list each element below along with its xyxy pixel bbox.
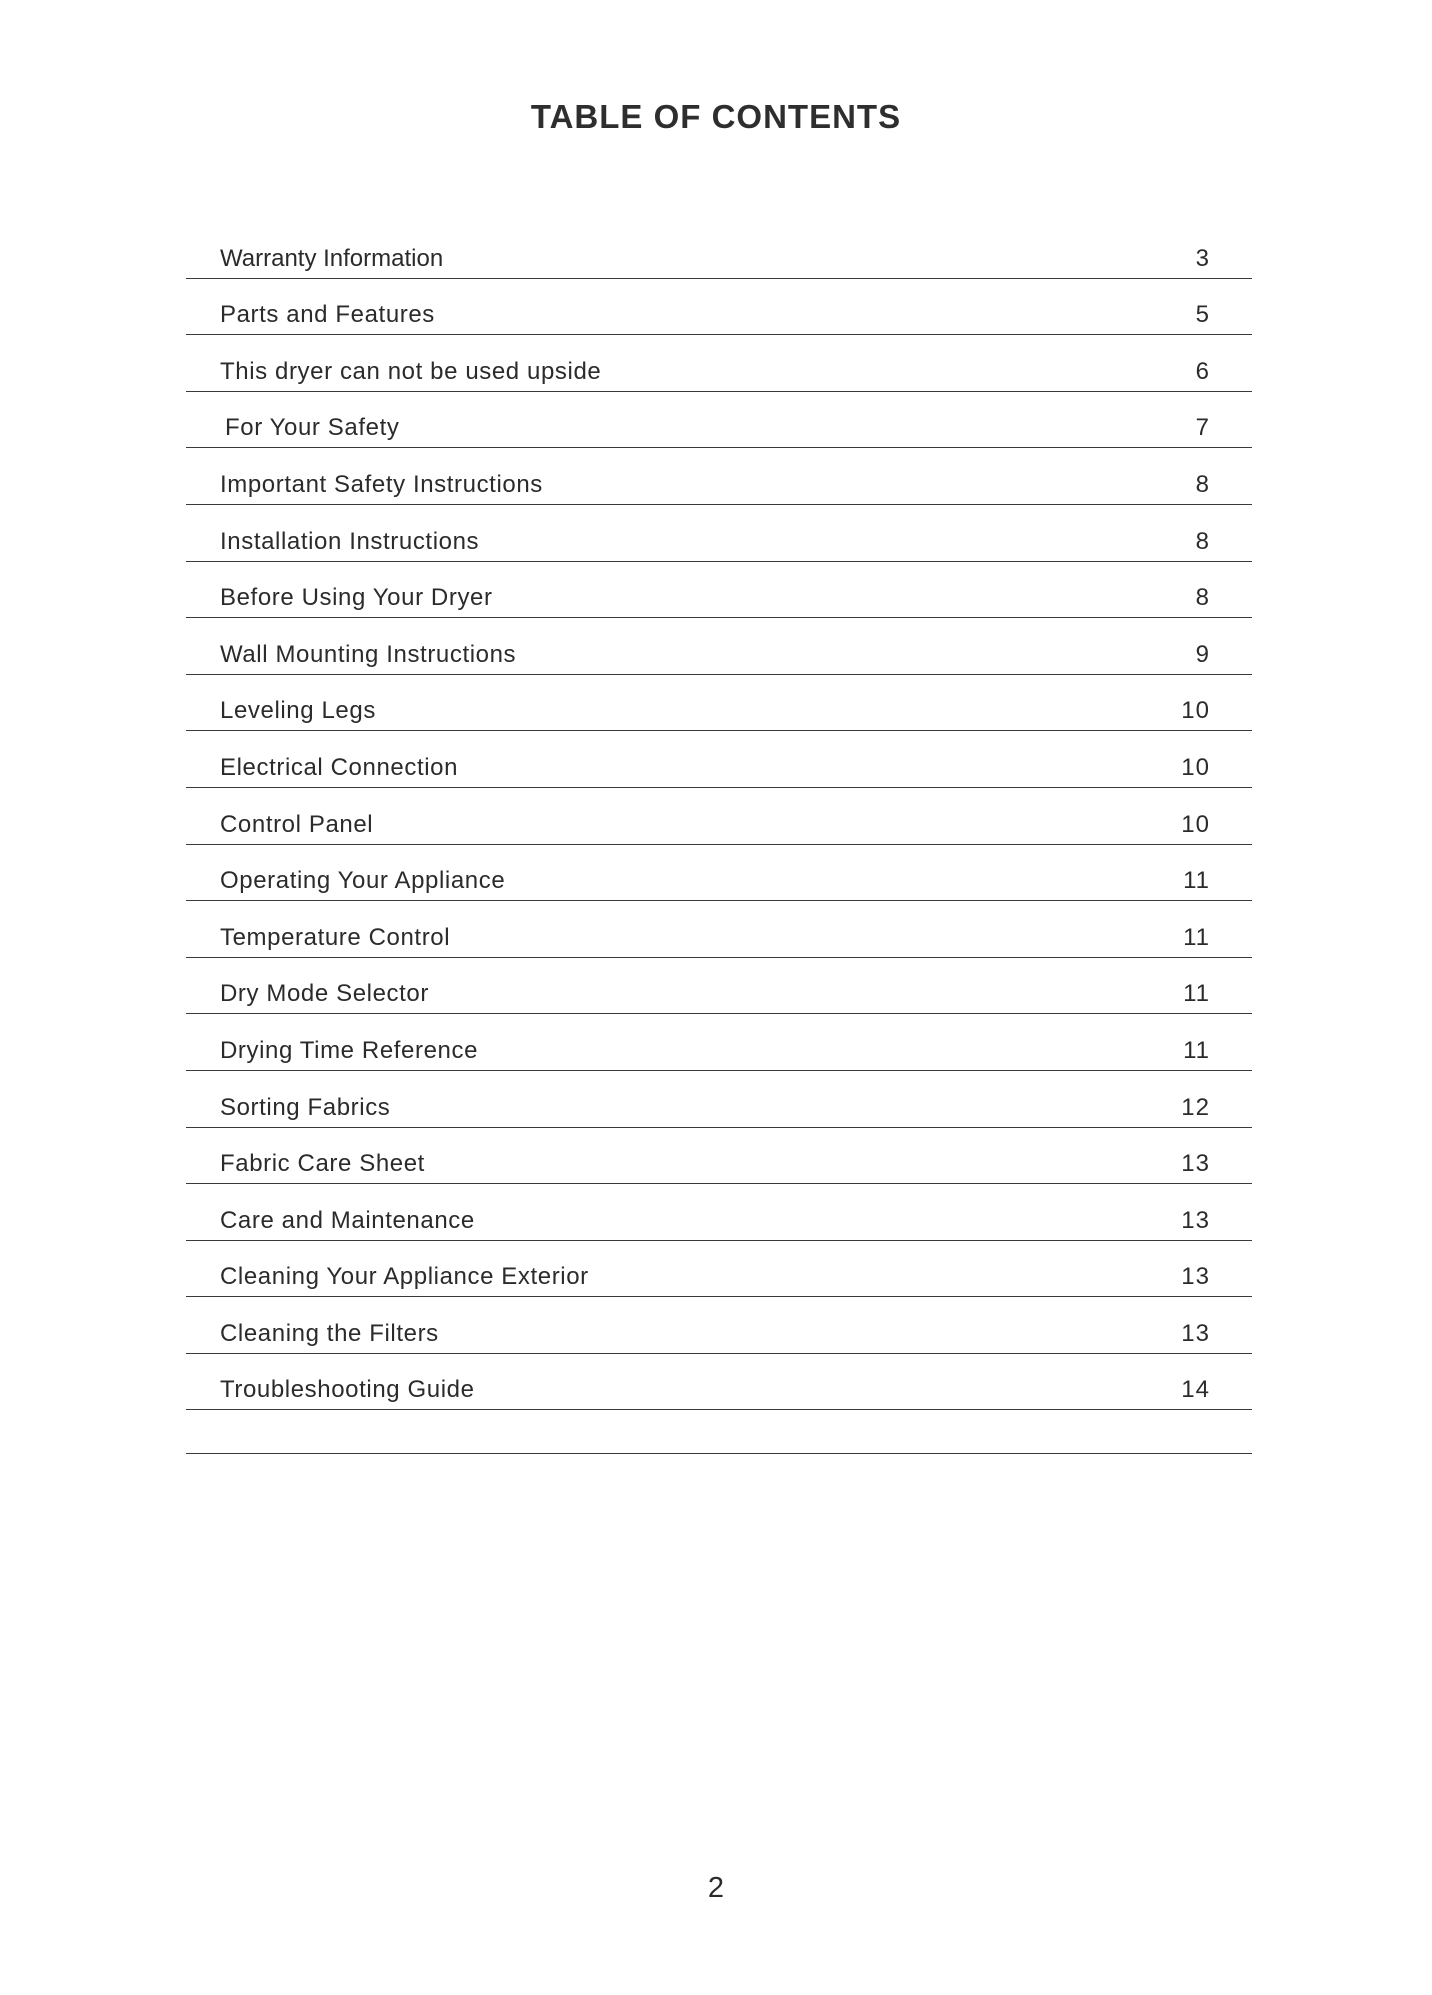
toc-entry-page: 10: [1181, 810, 1210, 838]
toc-entry-important-safety-instructions[interactable]: [186, 448, 1252, 505]
toc-entry-label: Important Safety Instructions: [220, 470, 543, 498]
toc-entry-page: 8: [1195, 470, 1210, 498]
toc-entry-page: 13: [1181, 1319, 1210, 1347]
toc-entry-cleaning-appliance-exterior[interactable]: [186, 1241, 1252, 1298]
toc-entry-label: Operating Your Appliance: [220, 867, 506, 895]
toc-entry-leveling-legs[interactable]: [186, 675, 1252, 732]
toc-entry-page: 11: [1183, 980, 1210, 1008]
toc-entry-label: Electrical Connection: [220, 753, 459, 781]
toc-entry-temperature-control[interactable]: [186, 901, 1252, 958]
toc-entry-care-and-maintenance[interactable]: [186, 1184, 1252, 1241]
toc-entry-parts-and-features[interactable]: [186, 279, 1252, 336]
toc-entry-page: 12: [1181, 1093, 1210, 1121]
toc-entry-page: 7: [1195, 414, 1210, 442]
toc-entry-page: 9: [1195, 640, 1210, 668]
page-number: 2: [707, 1872, 725, 1904]
toc-entry-for-your-safety[interactable]: [186, 392, 1252, 449]
toc-entry-label: This dryer can not be used upside: [220, 357, 602, 385]
toc-entry-page: 11: [1183, 923, 1210, 951]
toc-entry-troubleshooting-guide[interactable]: [186, 1354, 1252, 1411]
toc-entry-label: Parts and Features: [220, 301, 435, 329]
toc-entry-cleaning-the-filters[interactable]: [186, 1297, 1252, 1354]
toc-entry-installation-instructions[interactable]: [186, 505, 1252, 562]
toc-entry-page: 11: [1183, 1036, 1210, 1064]
toc-entry-label: Troubleshooting Guide: [220, 1376, 475, 1404]
toc-entry-control-panel[interactable]: [186, 788, 1252, 845]
toc-entry-page: 13: [1181, 1263, 1210, 1291]
toc-entry-page: 10: [1181, 753, 1210, 781]
toc-entry-before-using-your-dryer[interactable]: [186, 562, 1252, 619]
toc-entry-page: 11: [1183, 867, 1210, 895]
toc-entry-label: Drying Time Reference: [220, 1036, 479, 1064]
toc-entry-electrical-connection[interactable]: [186, 731, 1252, 788]
toc-entry-sorting-fabrics[interactable]: [186, 1071, 1252, 1128]
toc-entry-label: Control Panel: [220, 810, 374, 838]
toc-entry-drying-time-reference[interactable]: [186, 1014, 1252, 1071]
toc-entry-page: 10: [1181, 697, 1210, 725]
toc-entry-warranty-information[interactable]: [186, 222, 1252, 279]
divider: [186, 1453, 1252, 1454]
toc-entry-label: Installation Instructions: [220, 527, 480, 555]
toc-entry-page: 6: [1195, 357, 1210, 385]
table-of-contents: [186, 222, 1252, 1410]
toc-entry-page: 8: [1195, 527, 1210, 555]
toc-entry-label: Before Using Your Dryer: [220, 584, 493, 612]
toc-entry-label: Leveling Legs: [220, 697, 376, 725]
toc-entry-label: Care and Maintenance: [220, 1206, 475, 1234]
toc-entry-page: 14: [1181, 1376, 1210, 1404]
toc-entry-upside-use[interactable]: [186, 335, 1252, 392]
toc-entry-page: 5: [1195, 301, 1210, 329]
toc-entry-label: Warranty Information: [220, 244, 444, 272]
toc-entry-page: 8: [1195, 584, 1210, 612]
toc-entry-label: Dry Mode Selector: [220, 980, 429, 1008]
toc-entry-page: 3: [1195, 244, 1210, 272]
toc-entry-label: Wall Mounting Instructions: [220, 640, 517, 668]
toc-entry-label: Sorting Fabrics: [220, 1093, 391, 1121]
toc-entry-label: Cleaning Your Appliance Exterior: [220, 1263, 589, 1291]
toc-entry-fabric-care-sheet[interactable]: [186, 1128, 1252, 1185]
toc-entry-label: For Your Safety: [225, 414, 400, 442]
toc-entry-page: 13: [1181, 1206, 1210, 1234]
toc-entry-wall-mounting-instructions[interactable]: [186, 618, 1252, 675]
toc-entry-label: Cleaning the Filters: [220, 1319, 439, 1347]
toc-entry-dry-mode-selector[interactable]: [186, 958, 1252, 1015]
toc-entry-label: Temperature Control: [220, 923, 451, 951]
page-title: TABLE OF CONTENTS: [530, 98, 902, 135]
toc-entry-operating-your-appliance[interactable]: [186, 845, 1252, 902]
toc-entry-page: 13: [1181, 1150, 1210, 1178]
toc-entry-label: Fabric Care Sheet: [220, 1150, 425, 1178]
